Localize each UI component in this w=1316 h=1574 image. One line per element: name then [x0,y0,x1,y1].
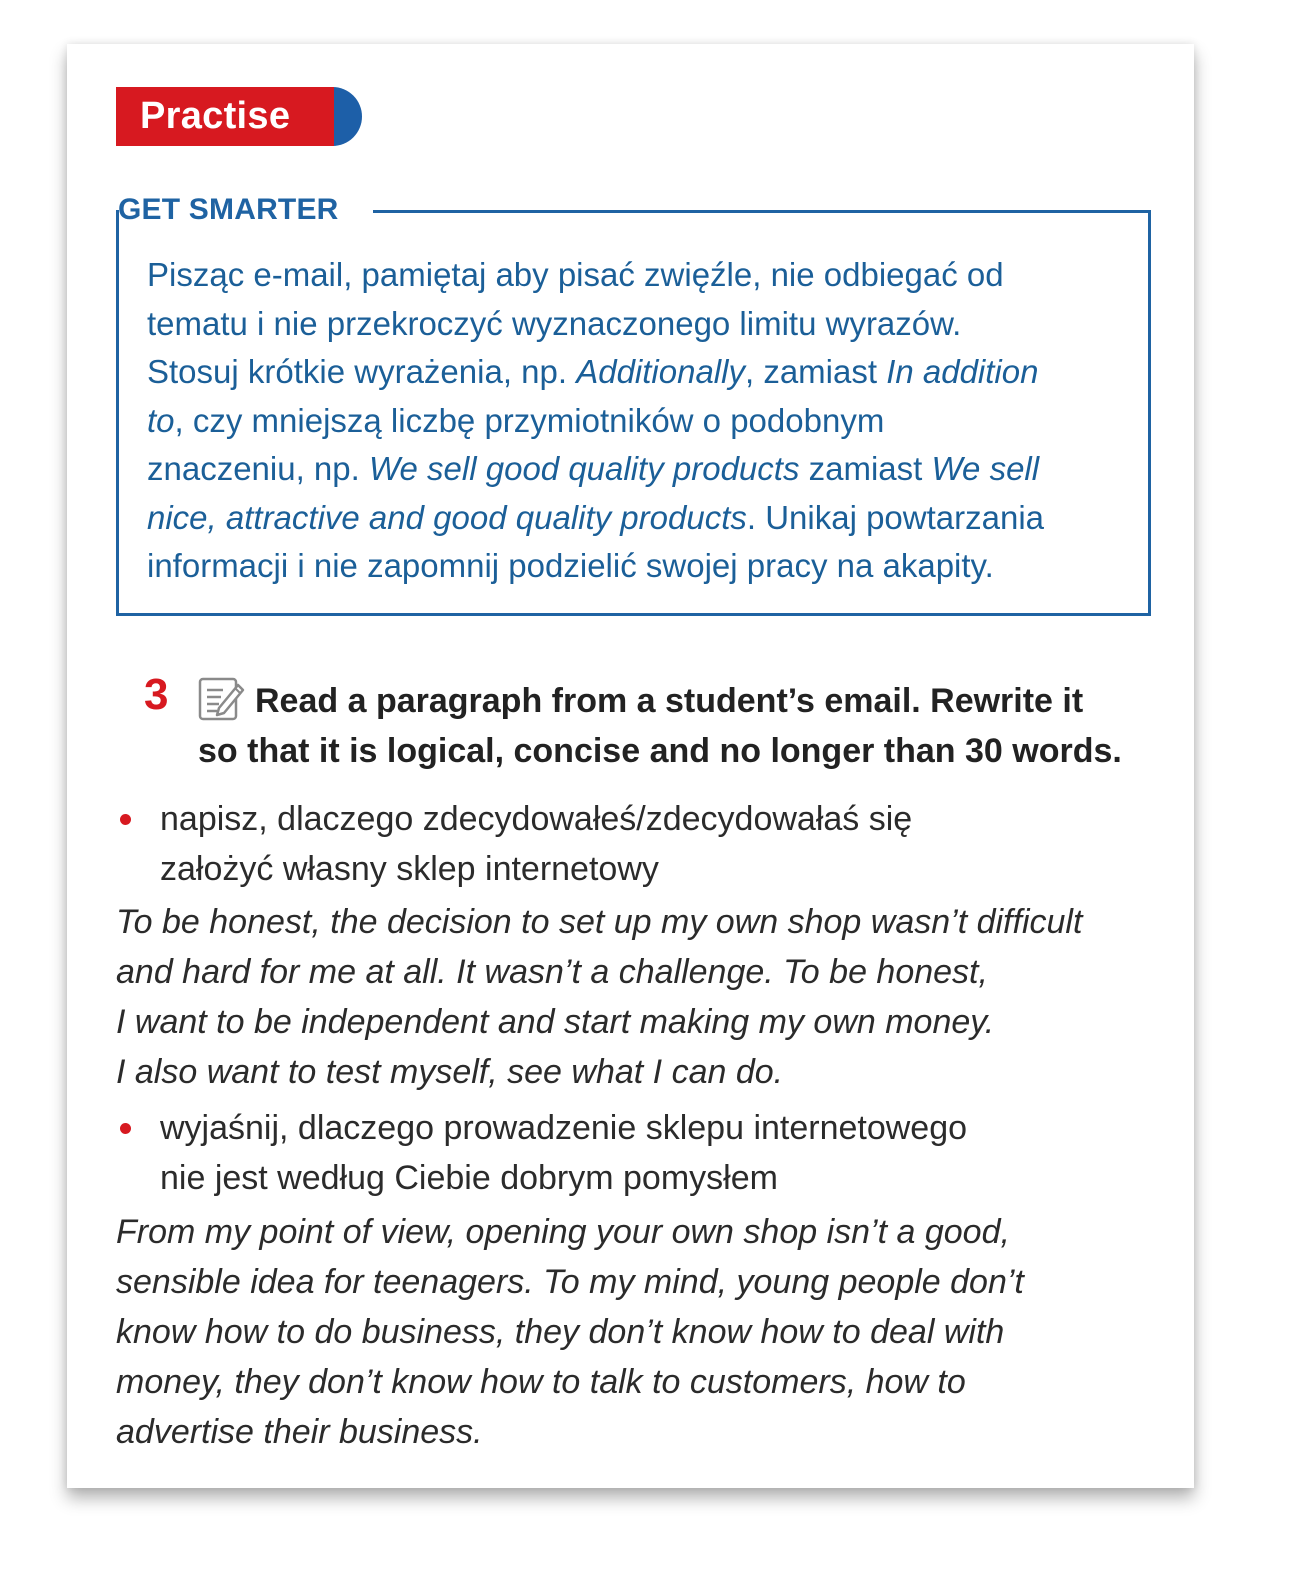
tip-line [147,397,1147,446]
tip-line [147,300,1147,349]
tip-text: informacji i nie zapomnij podzielić swojej pracy na akapity. [147,547,994,584]
get-smarter-rule [373,210,1151,213]
bullet-text [160,1103,967,1203]
instruction-line: Read a paragraph from a student’s email. Rewrite it [255,682,1084,720]
tip-example: In addition [886,353,1039,390]
student-paragraph [116,897,1176,1097]
paragraph-line: advertise their business. [116,1413,483,1451]
tip-example: We sell [931,450,1040,487]
paragraph-line: know how to do business, they don’t know how to deal with [116,1313,1005,1351]
paragraph-line: I also want to test myself, see what I can do. [116,1053,784,1091]
tip-text: Pisząc e-mail, pamiętaj aby pisać zwięźle, nie odbiegać od [147,256,1004,293]
paragraph-line: and hard for me at all. It wasn’t a challenge. To be honest, [116,953,988,991]
tip-example: We sell good quality products [368,450,800,487]
bullet-dot [120,814,131,825]
tip-line [147,251,1147,300]
paragraph-line: sensible idea for teenagers. To my mind, young people don’t [116,1263,1024,1301]
get-smarter-text [147,251,1147,591]
tip-line [147,494,1147,543]
tip-text: , zamiast [744,353,887,390]
exercise-number: 3 [144,670,169,719]
instruction-line: so that it is logical, concise and no longer than 30 words. [198,732,1122,770]
exercise-instruction [198,676,1188,776]
exercise-card [67,44,1194,1488]
bullet-line: nie jest według Ciebie dobrym pomysłem [160,1159,778,1197]
student-paragraph [116,1207,1176,1457]
bullet-text [160,794,912,894]
bullet-dot [120,1123,131,1134]
tip-line [147,445,1147,494]
practise-tag [116,87,362,146]
tip-text: zamiast [799,450,932,487]
paragraph-line: I want to be independent and start making my own money. [116,1003,995,1041]
tip-example: to [147,401,175,439]
tip-text: znaczeniu, np. [147,450,369,487]
tip-example: nice, attractive and good quality products [147,498,747,536]
tip-text: . Unikaj powtarzania [746,498,1045,536]
paragraph-line: money, they don’t know how to talk to customers, how to [116,1363,966,1401]
tip-line [147,348,1147,397]
tip-text: Stosuj krótkie wyrażenia, np. [147,353,577,390]
tip-line [147,542,1147,591]
paragraph-line: To be honest, the decision to set up my own shop wasn’t difficult [116,903,1083,941]
get-smarter-title: GET SMARTER [118,193,339,226]
bullet-line: założyć własny sklep internetowy [160,850,659,888]
tip-example: Additionally [576,353,745,390]
paragraph-line: From my point of view, opening your own shop isn’t a good, [116,1213,1010,1251]
tip-text: tematu i nie przekroczyć wyznaczonego limitu wyrazów. [147,304,962,342]
tip-text: , czy mniejszą liczbę przymiotników o podobnym [174,401,885,439]
bullet-line: wyjaśnij, dlaczego prowadzenie sklepu internetowego [160,1109,968,1147]
bullet-line: napisz, dlaczego zdecydowałeś/zdecydowałaś się [160,800,913,838]
practise-label: Practise [140,95,291,137]
